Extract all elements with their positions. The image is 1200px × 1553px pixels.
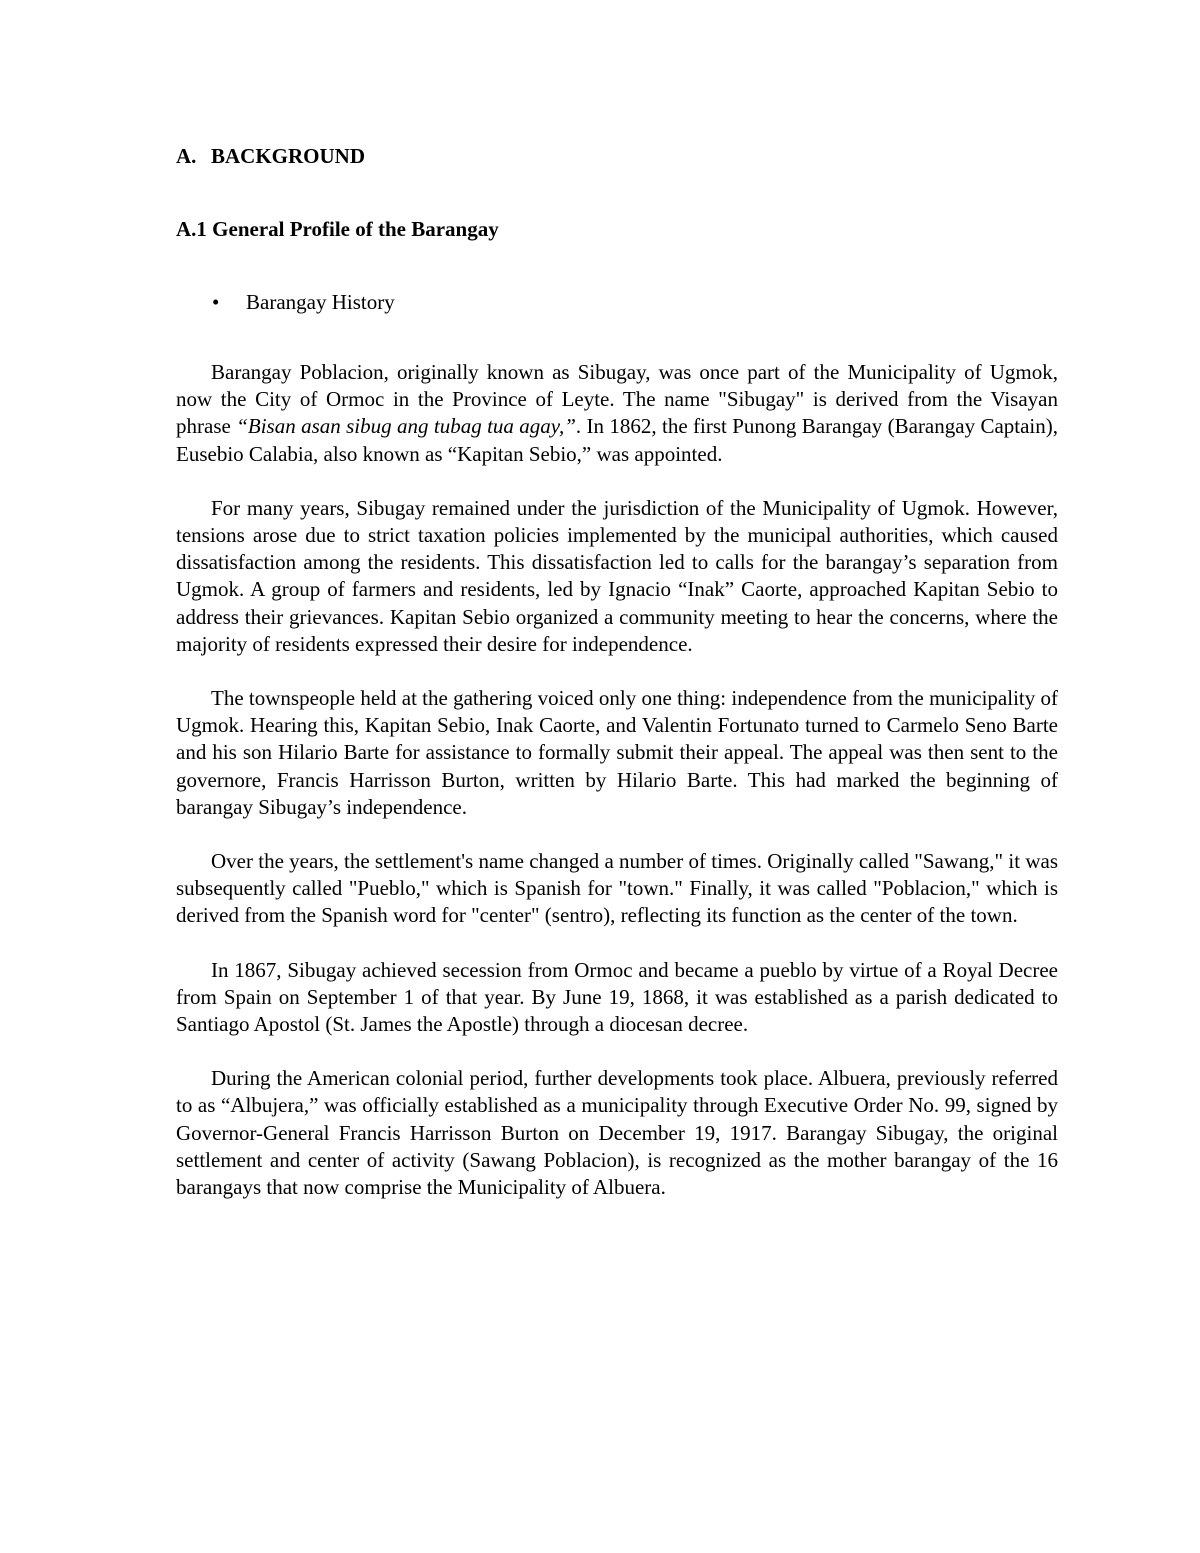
section-heading (176, 140, 1058, 172)
paragraph-3: The townspeople held at the gathering voiced only one thing: independence from the municipality of Ugmok. Hearing this, Kapitan Sebio, Inak Caorte, and Valentin Fortunato turned to Carmelo Seno Barte and his son Hilario Barte for assistance to formally submit their appeal. The appeal was then sent to the governore, Francis Harrisson Burton, written by Hilario Barte. This had marked the beginning of barangay Sibugay’s independence. (176, 686, 1058, 819)
paragraph-1 (176, 359, 1058, 468)
paragraph-4: Over the years, the settlement's name changed a number of times. Originally called "Sawang," it was subsequently called "Pueblo," which is Spanish for "town." Finally, it was called "Poblacion," which is derived from the Spanish word for "center" (sentro), reflecting its function as the center of the town. (176, 849, 1058, 928)
subsection-heading: A.1 General Profile of the Barangay (176, 217, 499, 241)
paragraph-1-italic-phrase: “Bisan asan sibug ang tubag tua agay,” (236, 414, 576, 439)
bullet-item (176, 286, 1058, 318)
paragraph-1-text-b: . In 1862, the first Punong Barangay (Barangay Captain), Eusebio Calabia, also known as “Kapitan Sebio,” was appointed. (176, 414, 1059, 466)
paragraph-2: For many years, Sibugay remained under the jurisdiction of the Municipality of Ugmok. However, tensions arose due to strict taxation policies implemented by the municipal authorities, which caused dissatisfaction among the residents. This dissatisfaction led to calls for the barangay’s separation from Ugmok. A group of farmers and residents, led by Ignacio “Inak” Caorte, approached Kapitan Sebio to address their grievances. Kapitan Sebio organized a community meeting to hear the concerns, where the majority of residents expressed their desire for independence. (176, 495, 1058, 656)
paragraph-6: During the American colonial period, further developments took place. Albuera, previously referred to as “Albujera,” was officially established as a municipality through Executive Order No. 99, signed by Governor-General Francis Harrisson Burton on December 19, 1917. Barangay Sibugay, the original settlement and center of activity (Sawang Poblacion), is recognized as the mother barangay of the 16 barangays that now comprise the Municipality of Albuera. (176, 1066, 1058, 1200)
section-title: BACKGROUND (211, 144, 366, 168)
bullet-label: Barangay History (246, 290, 395, 314)
paragraph-5: In 1867, Sibugay achieved secession from Ormoc and became a pueblo by virtue of a Royal Decree from Spain on September 1 of that year. By June 19, 1868, it was established as a parish dedicated to Santiago Apostol (St. James the Apostle) through a diocesan decree. (176, 957, 1058, 1037)
document-page (176, 140, 1058, 1201)
section-number: A. (176, 144, 197, 168)
bullet-symbol: • (212, 290, 220, 314)
paragraph-1-text-a: Barangay Poblacion, originally known as Sibugay, was once part of the Municipality of Ugmok, now the City of Ormoc in the Province of Leyte. The name "Sibugay" is derived from the Visayan phrase (176, 360, 1058, 439)
